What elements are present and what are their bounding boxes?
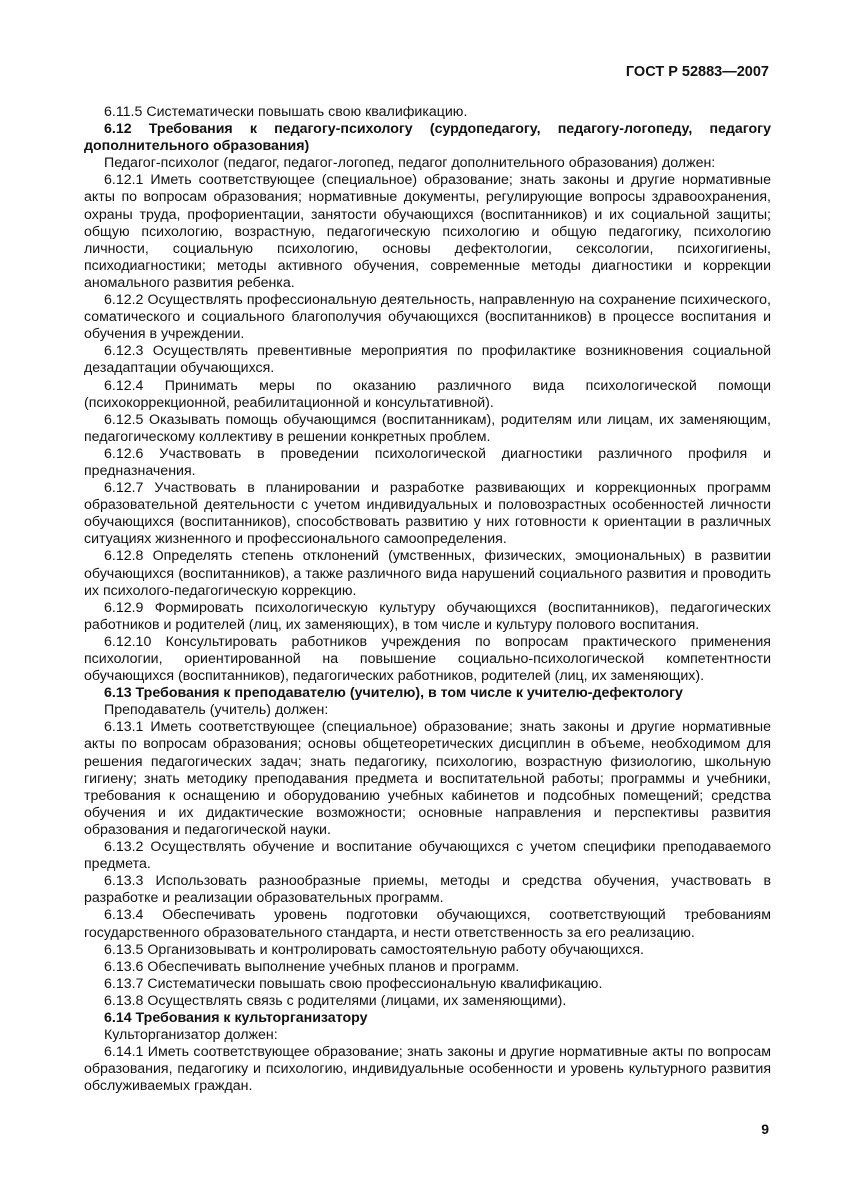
- paragraph-6-13-3: 6.13.3 Использовать разнообразные приемы, методы и средства обучения, участвовать в разработке и реализации образовательных программ.: [84, 873, 771, 907]
- paragraph-intro-6-13: Преподаватель (учитель) должен:: [104, 702, 329, 719]
- heading-6-12: 6.12 Требования к педагогу-психологу (сурдопедагогу, педагогу-логопеду, педагогу дополнительного образования): [84, 121, 771, 155]
- paragraph-6-13-4: 6.13.4 Обеспечивать уровень подготовки обучающихся, соответствующий требованиям государственного образовательного стандарта, и нести ответственность за его реализацию.: [84, 907, 771, 941]
- paragraph-6-12-3: 6.12.3 Осуществлять превентивные мероприятия по профилактике возникновения социальной дезадаптации обучающихся.: [84, 343, 771, 377]
- heading-6-13: 6.13 Требования к преподавателю (учителю), в том числе к учителю-дефектологу: [104, 685, 683, 702]
- paragraph-6-12-4: 6.12.4 Принимать меры по оказанию различного вида психологической помощи (психокоррекционной, реабилитационной и консультативной).: [84, 377, 771, 411]
- paragraph-6-13-5: 6.13.5 Организовывать и контролировать самостоятельную работу обучающихся.: [104, 941, 645, 958]
- paragraph-6-13-8: 6.13.8 Осуществлять связь с родителями (лицами, их заменяющими).: [104, 992, 567, 1009]
- paragraph-6-13-6: 6.13.6 Обеспечивать выполнение учебных планов и программ.: [104, 958, 520, 975]
- document-body: [84, 104, 771, 1095]
- paragraph-6-12-1: 6.12.1 Иметь соответствующее (специальное) образование; знать законы и другие нормативные акты по вопросам образования; нормативные документы, регулирующие вопросы здравоохранения, охраны труда, профориентации, занятости обучающихся (воспитанников) и их социальной защиты; общую психологию, возрастную, педагогическую психологию и общую педагогику, психологию личности, социальную психологию, основы дефектологии, сексологии, психогигиены, психодиагностики; методы активного обучения, современные методы диагностики и коррекции аномального развития ребенка.: [84, 172, 771, 291]
- page-number: 9: [761, 1121, 769, 1137]
- paragraph-6-12-6: 6.12.6 Участвовать в проведении психологической диагностики различного профиля и предназначения.: [84, 445, 771, 479]
- paragraph-6-12-9: 6.12.9 Формировать психологическую культуру обучающихся (воспитанников), педагогических работников и родителей (лиц, их заменяющих), в том числе и культуру полового воспитания.: [84, 599, 771, 633]
- paragraph-6-13-1: 6.13.1 Иметь соответствующее (специальное) образование; знать законы и другие нормативные акты по вопросам образования; основы общетеоретических дисциплин в объеме, необходимом для решения педагогических задач; знать педагогику, психологию, возрастную физиологию, школьную гигиену; знать методику преподавания предмета и воспитательной работы; программы и учебники, требования к оснащению и оборудованию учебных кабинетов и подсобных помещений; средства обучения и их дидактические возможности; основные направления и перспективы развития образования и педагогической науки.: [84, 719, 771, 838]
- paragraph-6-12-5: 6.12.5 Оказывать помощь обучающимся (воспитанникам), родителям или лицам, их заменяющим, педагогическому коллективу в решении конкретных проблем.: [84, 411, 771, 445]
- document-header: ГОСТ Р 52883—2007: [625, 64, 769, 80]
- paragraph-6-14-1: 6.14.1 Иметь соответствующее образование; знать законы и другие нормативные акты по вопросам образования, педагогику и психологию, индивидуальные особенности и уровень культурного развития обслуживаемых граждан.: [84, 1044, 771, 1095]
- paragraph-6-12-7: 6.12.7 Участвовать в планировании и разработке развивающих и коррекционных программ образовательной деятельности с учетом индивидуальных и половозрастных особенностей личности обучающихся (воспитанников), способствовать развитию у них готовности к ориентации в различных ситуациях жизненного и профессионального самоопределения.: [84, 480, 771, 548]
- paragraph-6-12-2: 6.12.2 Осуществлять профессиональную деятельность, направленную на сохранение психического, соматического и социального благополучия обучающихся (воспитанников) в процессе воспитания и обучения в учреждении.: [84, 292, 771, 343]
- paragraph-6-12-10: 6.12.10 Консультировать работников учреждения по вопросам практического применения психологии, ориентированной на повышение социально-психологической компетентности обучающихся (воспитанников), педагогических работников, родителей (лиц, их заменяющих).: [84, 633, 771, 685]
- paragraph-6-11-5: 6.11.5 Систематически повышать свою квалификацию.: [104, 104, 468, 120]
- paragraph-6-13-2: 6.13.2 Осуществлять обучение и воспитание обучающихся с учетом специфики преподаваемого предмета.: [84, 839, 771, 873]
- paragraph-intro-6-12: Педагог-психолог (педагог, педагог-логопед, педагог дополнительного образования) должен:: [104, 155, 716, 172]
- paragraph-6-12-8: 6.12.8 Определять степень отклонений (умственных, физических, эмоциональных) в развитии обучающихся (воспитанников), а также различного вида нарушений социального развития и проводить их психолого-педагогическую коррекцию.: [84, 548, 771, 599]
- paragraph-intro-6-14: Культорганизатор должен:: [104, 1027, 278, 1044]
- heading-6-14: 6.14 Требования к культорганизатору: [104, 1009, 368, 1026]
- paragraph-6-13-7: 6.13.7 Систематически повышать свою профессиональную квалификацию.: [104, 975, 603, 992]
